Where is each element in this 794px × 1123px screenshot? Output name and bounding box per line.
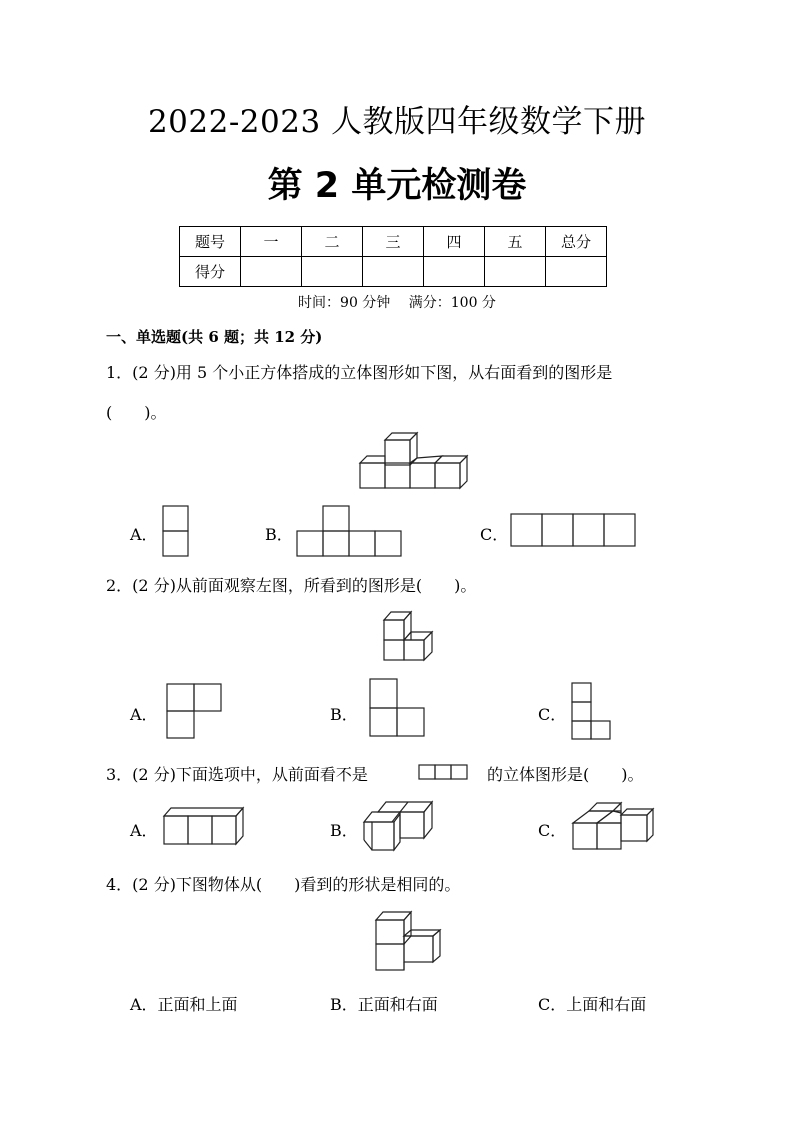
q1-option-a-figure xyxy=(162,505,190,557)
score-blank[interactable] xyxy=(363,257,424,287)
q2-option-c-figure xyxy=(571,682,613,740)
score-blank[interactable] xyxy=(485,257,546,287)
q1-option-c[interactable]: C． xyxy=(480,525,509,544)
table-cell: 三 xyxy=(363,227,424,257)
question-1-text: 1．(2 分)用 5 个小正方体搭成的立体图形如下图，从右面看到的图形是 xyxy=(106,363,613,382)
score-table xyxy=(179,226,607,287)
q1-option-a[interactable]: A． xyxy=(130,525,158,544)
table-cell: 二 xyxy=(302,227,363,257)
q2-option-c[interactable]: C． xyxy=(538,705,567,724)
question-2-text: 2．(2 分)从前面观察左图，所看到的图形是( )。 xyxy=(106,576,477,595)
q3-option-c-figure xyxy=(571,801,657,853)
q2-option-b[interactable]: B． xyxy=(330,705,358,724)
question-3-text-b: 的立体图形是( )。 xyxy=(487,765,644,784)
q4-option-c[interactable]: C．上面和右面 xyxy=(538,995,647,1014)
table-cell: 题号 xyxy=(180,227,241,257)
q3-option-c[interactable]: C． xyxy=(538,821,567,840)
q3-option-b-figure xyxy=(362,800,438,854)
q3-option-a[interactable]: A． xyxy=(130,821,158,840)
table-cell: 得分 xyxy=(180,257,241,287)
question-4-text: 4．(2 分)下图物体从( )看到的形状是相同的。 xyxy=(106,875,461,894)
q3-reference-figure xyxy=(418,764,470,780)
score-blank[interactable] xyxy=(302,257,363,287)
q3-option-b[interactable]: B． xyxy=(330,821,358,840)
table-cell: 五 xyxy=(485,227,546,257)
question-3-text-a: 3．(2 分)下面选项中，从前面看不是 xyxy=(106,765,368,784)
score-table-header-row xyxy=(180,227,607,257)
exam-title: 2022-2023 人教版四年级数学下册 xyxy=(147,104,647,140)
q2-option-a-figure xyxy=(166,683,224,739)
score-table-score-row xyxy=(180,257,607,287)
q4-option-b[interactable]: B．正面和右面 xyxy=(330,995,438,1014)
q4-cube-figure xyxy=(373,910,445,972)
table-cell: 四 xyxy=(424,227,485,257)
q1-cube-figure xyxy=(355,430,467,490)
q2-option-b-figure xyxy=(369,678,427,738)
score-blank[interactable] xyxy=(424,257,485,287)
table-cell: 总分 xyxy=(546,227,607,257)
q3-option-a-figure xyxy=(162,806,246,848)
score-blank[interactable] xyxy=(546,257,607,287)
q4-option-a[interactable]: A．正面和上面 xyxy=(130,995,238,1014)
q1-option-c-figure xyxy=(510,513,636,549)
score-blank[interactable] xyxy=(241,257,302,287)
q2-cube-figure xyxy=(382,606,436,662)
exam-info: 时间：90 分钟 满分：100 分 xyxy=(298,295,496,311)
question-1-blank: ( )。 xyxy=(106,403,167,422)
q1-option-b-figure xyxy=(296,505,402,557)
exam-subtitle: 第 2 单元检测卷 xyxy=(267,166,527,206)
section-title: 一、单选题(共 6 题；共 12 分) xyxy=(106,328,323,346)
table-cell: 一 xyxy=(241,227,302,257)
q1-option-b[interactable]: B． xyxy=(265,525,293,544)
q2-option-a[interactable]: A． xyxy=(130,705,158,724)
